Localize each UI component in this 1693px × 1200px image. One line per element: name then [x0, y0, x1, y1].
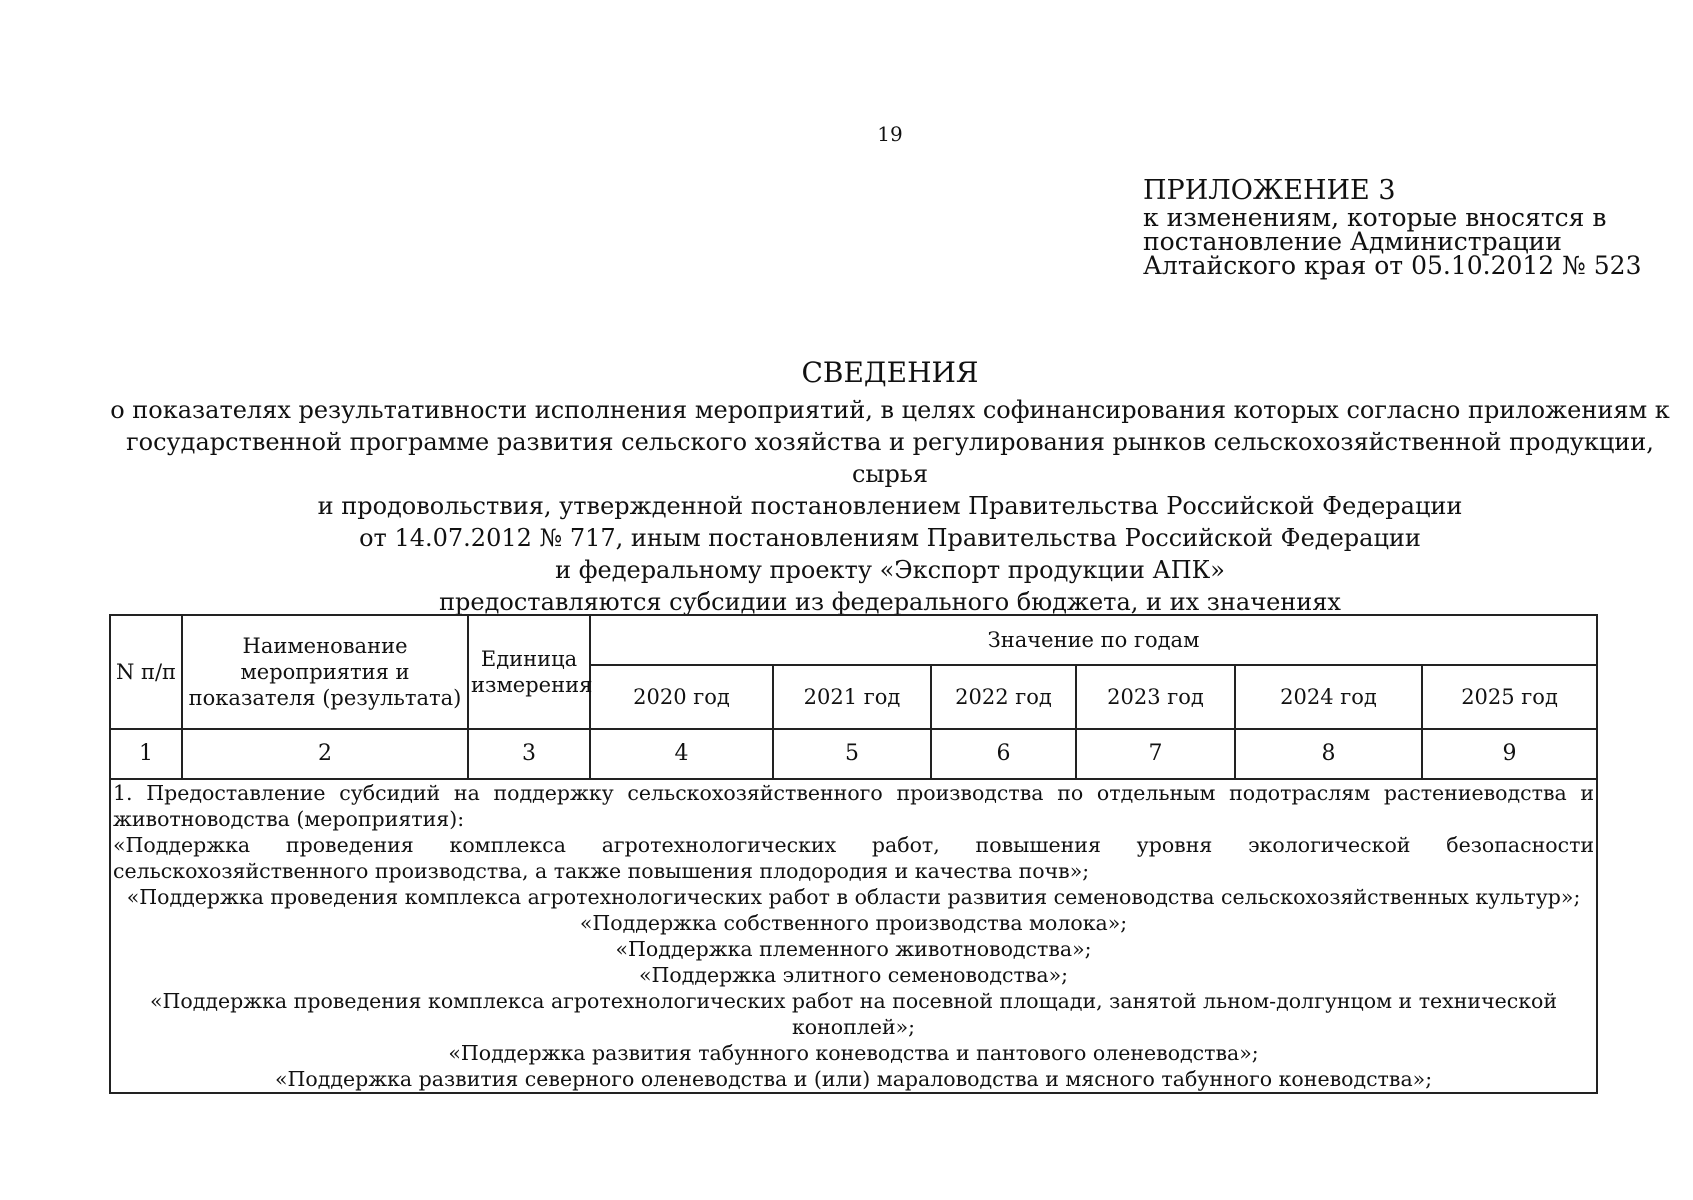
subtitle-line: от 14.07.2012 № 717, иным постановлениям Правительства Российской Федерации: [359, 524, 1421, 552]
indicators-table: [109, 614, 1598, 1094]
subtitle-line: и продовольствия, утвержденной постановлением Правительства Российской Федерации: [317, 492, 1463, 520]
measure-item: «Поддержка элитного семеноводства»;: [639, 963, 1069, 987]
measure-item: «Поддержка проведения комплекса агротехнологических работ в области развития семеноводства сельскохозяйственных культур»;: [126, 885, 1581, 909]
column-number: 9: [1422, 729, 1597, 779]
column-number: 5: [773, 729, 931, 779]
appendix-line: постановление Администрации: [1143, 227, 1562, 256]
header-year: 2025 год: [1422, 665, 1597, 729]
section-heading: 1. Предоставление субсидий на поддержку сельскохозяйственного производства по отдельным подотраслям растениеводства и животноводства (мероприятия):: [113, 781, 1595, 831]
header-year: 2022 год: [931, 665, 1076, 729]
document-title: СВЕДЕНИЯ: [801, 356, 979, 389]
header-year: 2020 год: [590, 665, 773, 729]
column-number: 4: [590, 729, 773, 779]
page-number: 19: [877, 122, 903, 146]
header-years-group: Значение по годам: [590, 615, 1597, 665]
subtitle-line: о показателях результативности исполнения мероприятий, в целях софинансирования которых согласно приложениям к: [110, 396, 1670, 424]
appendix-line: Алтайского края от 05.10.2012 № 523: [1143, 251, 1642, 280]
subtitle-line: и федеральному проекту «Экспорт продукции АПК»: [555, 556, 1225, 584]
column-number: 8: [1235, 729, 1422, 779]
column-number: 3: [468, 729, 590, 779]
appendix-title: ПРИЛОЖЕНИЕ 3: [1143, 175, 1396, 206]
measure-item: «Поддержка проведения комплекса агротехнологических работ, повышения уровня экологической безопасности сельскохозяйственного производства, а также повышения плодородия и качества почв»;: [113, 833, 1595, 883]
measure-item: «Поддержка собственного производства молока»;: [579, 911, 1128, 935]
document-header: [110, 356, 1670, 618]
header-col-unit: Единица измерения: [468, 615, 590, 729]
subtitle-line: предоставляются субсидии из федерального бюджета, и их значениях: [439, 588, 1341, 616]
header-year: 2023 год: [1076, 665, 1235, 729]
subtitle-line: государственной программе развития сельского хозяйства и регулирования рынков сельскохозяйственной продукции, сырья: [126, 428, 1654, 488]
measure-item: «Поддержка племенного животноводства»;: [615, 937, 1092, 961]
header-year: 2024 год: [1235, 665, 1422, 729]
section-body: [110, 779, 1597, 1093]
appendix-line: к изменениям, которые вносятся в: [1143, 203, 1607, 232]
header-col-num: N п/п: [110, 615, 182, 729]
header-col-name: Наименование мероприятия и показателя (результата): [182, 615, 468, 729]
column-number: 6: [931, 729, 1076, 779]
appendix-block: [1143, 176, 1663, 278]
measure-item: «Поддержка развития табунного коневодства и пантового оленеводства»;: [448, 1041, 1259, 1065]
column-number: 7: [1076, 729, 1235, 779]
column-number: 1: [110, 729, 182, 779]
header-year: 2021 год: [773, 665, 931, 729]
measure-item: «Поддержка развития северного оленеводства и (или) мараловодства и мясного табунного коневодства»;: [274, 1067, 1433, 1091]
column-number: 2: [182, 729, 468, 779]
measure-item: «Поддержка проведения комплекса агротехнологических работ на посевной площади, занятой льном-долгунцом и технической коноплей»;: [150, 989, 1558, 1039]
